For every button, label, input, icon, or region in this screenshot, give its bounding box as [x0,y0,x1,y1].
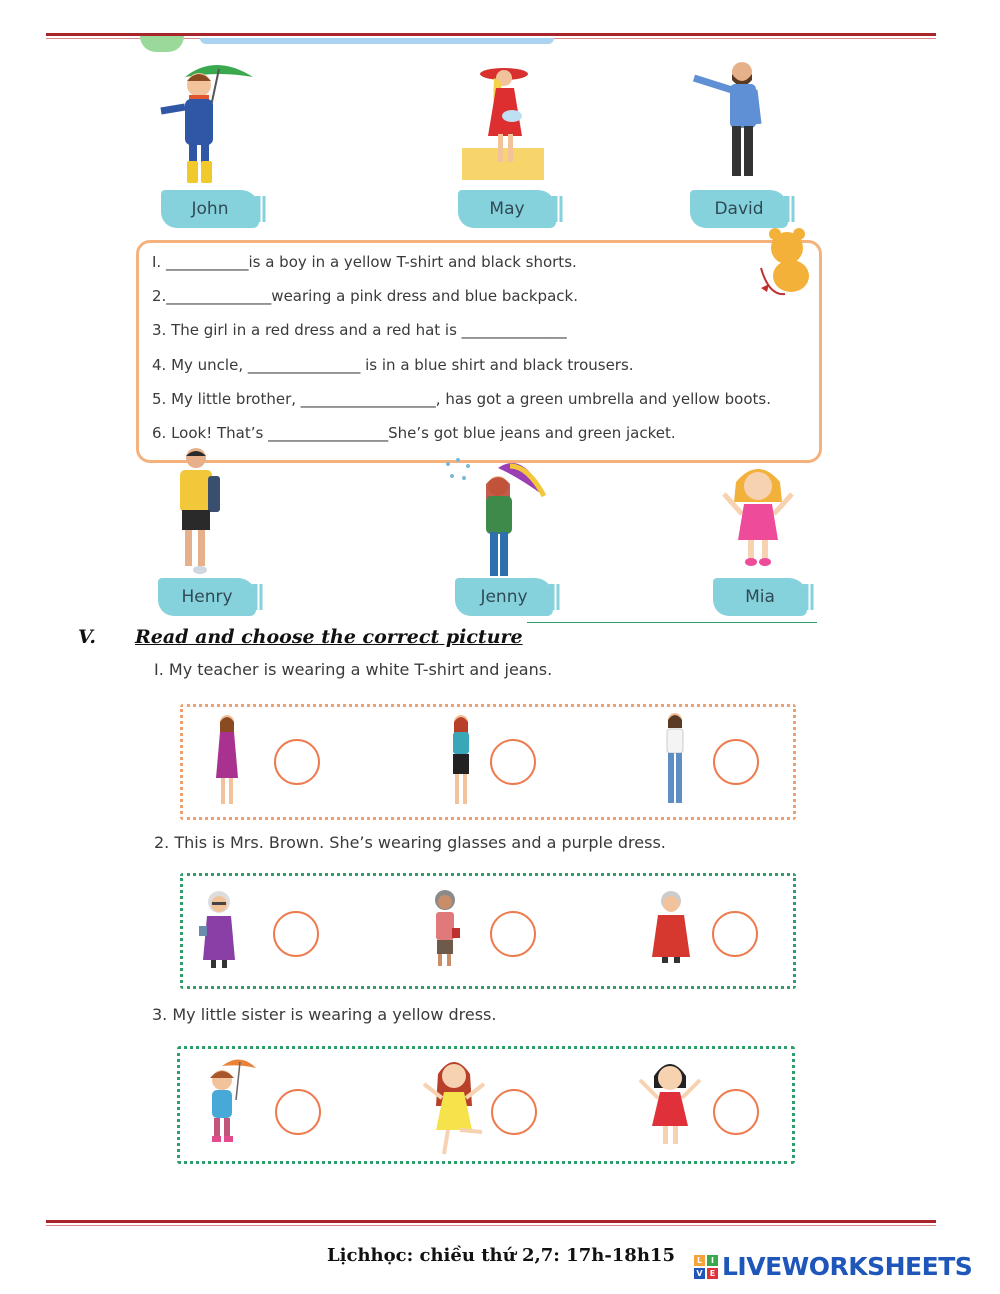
mia-figure [718,462,798,570]
may-figure [462,62,547,182]
choice-circle-3c[interactable] [713,1089,759,1135]
logo-text: LIVEWORKSHEETS [722,1252,973,1281]
choice-circle-2a[interactable] [273,911,319,957]
question-2: 2.______________wearing a pink dress and blue backpack. [152,287,578,305]
jenny-figure [440,456,548,580]
choice-circle-1c[interactable] [713,739,759,785]
grandma-option-c [650,889,692,965]
statement-1: I. My teacher is wearing a white T-shirt and jeans. [154,660,553,679]
section-title: Read and choose the correct picture [135,626,523,648]
logo-tile-l: L [694,1255,705,1266]
statement-3: 3. My little sister is wearing a yellow dress. [152,1005,497,1024]
question-4: 4. My uncle, _______________ is in a blue shirt and black trousers. [152,356,634,374]
statement-2: 2. This is Mrs. Brown. She’s wearing glasses and a purple dress. [154,833,666,852]
cupid-bear-icon [755,226,820,301]
question-3: 3. The girl in a red dress and a red hat is ______________ [152,321,567,339]
choice-circle-1a[interactable] [274,739,320,785]
name-tag-mia: Mia [713,578,807,616]
grandma-option-a [197,888,241,970]
sister-option-b [418,1054,490,1158]
picture-box-1 [180,704,796,820]
header-decoration-green [140,36,184,52]
john-figure [155,55,255,185]
sister-option-a [196,1056,258,1146]
choice-circle-3a[interactable] [275,1089,321,1135]
name-tag-jenny: Jenny [455,578,553,616]
choice-circle-1b[interactable] [490,739,536,785]
logo-tile-i: I [707,1255,718,1266]
choice-circle-3b[interactable] [491,1089,537,1135]
choice-circle-2b[interactable] [490,911,536,957]
footer-rule [46,1220,936,1223]
logo-tile-e: E [707,1268,718,1279]
sister-option-c [634,1058,706,1150]
david-figure [690,58,770,183]
section-divider [527,622,817,623]
henry-figure [172,446,232,578]
name-tag-henry: Henry [158,578,256,616]
question-6: 6. Look! That’s ________________She’s got blue jeans and green jacket. [152,424,676,442]
name-tag-may: May [458,190,556,228]
name-tag-john: John [161,190,259,228]
question-5: 5. My little brother, __________________, has got a green umbrella and yellow boots. [152,390,771,408]
footer-rule-thin [46,1225,936,1226]
schedule-text: Lịchhọc: chiều thứ 2,7: 17h-18h15 [327,1245,675,1266]
logo-tile-v: V [694,1268,705,1279]
question-1: I. ___________is a boy in a yellow T-shirt and black shorts. [152,253,577,271]
logo-tiles-icon [694,1255,718,1279]
teacher-option-c [660,712,690,808]
header-decoration-blue [200,38,554,44]
section-number: V. [78,626,97,648]
grandma-option-b [428,888,464,968]
teacher-option-a [212,714,242,808]
choice-circle-2c[interactable] [712,911,758,957]
teacher-option-b [446,714,476,808]
liveworksheets-logo [694,1252,972,1281]
name-tag-david: David [690,190,788,228]
